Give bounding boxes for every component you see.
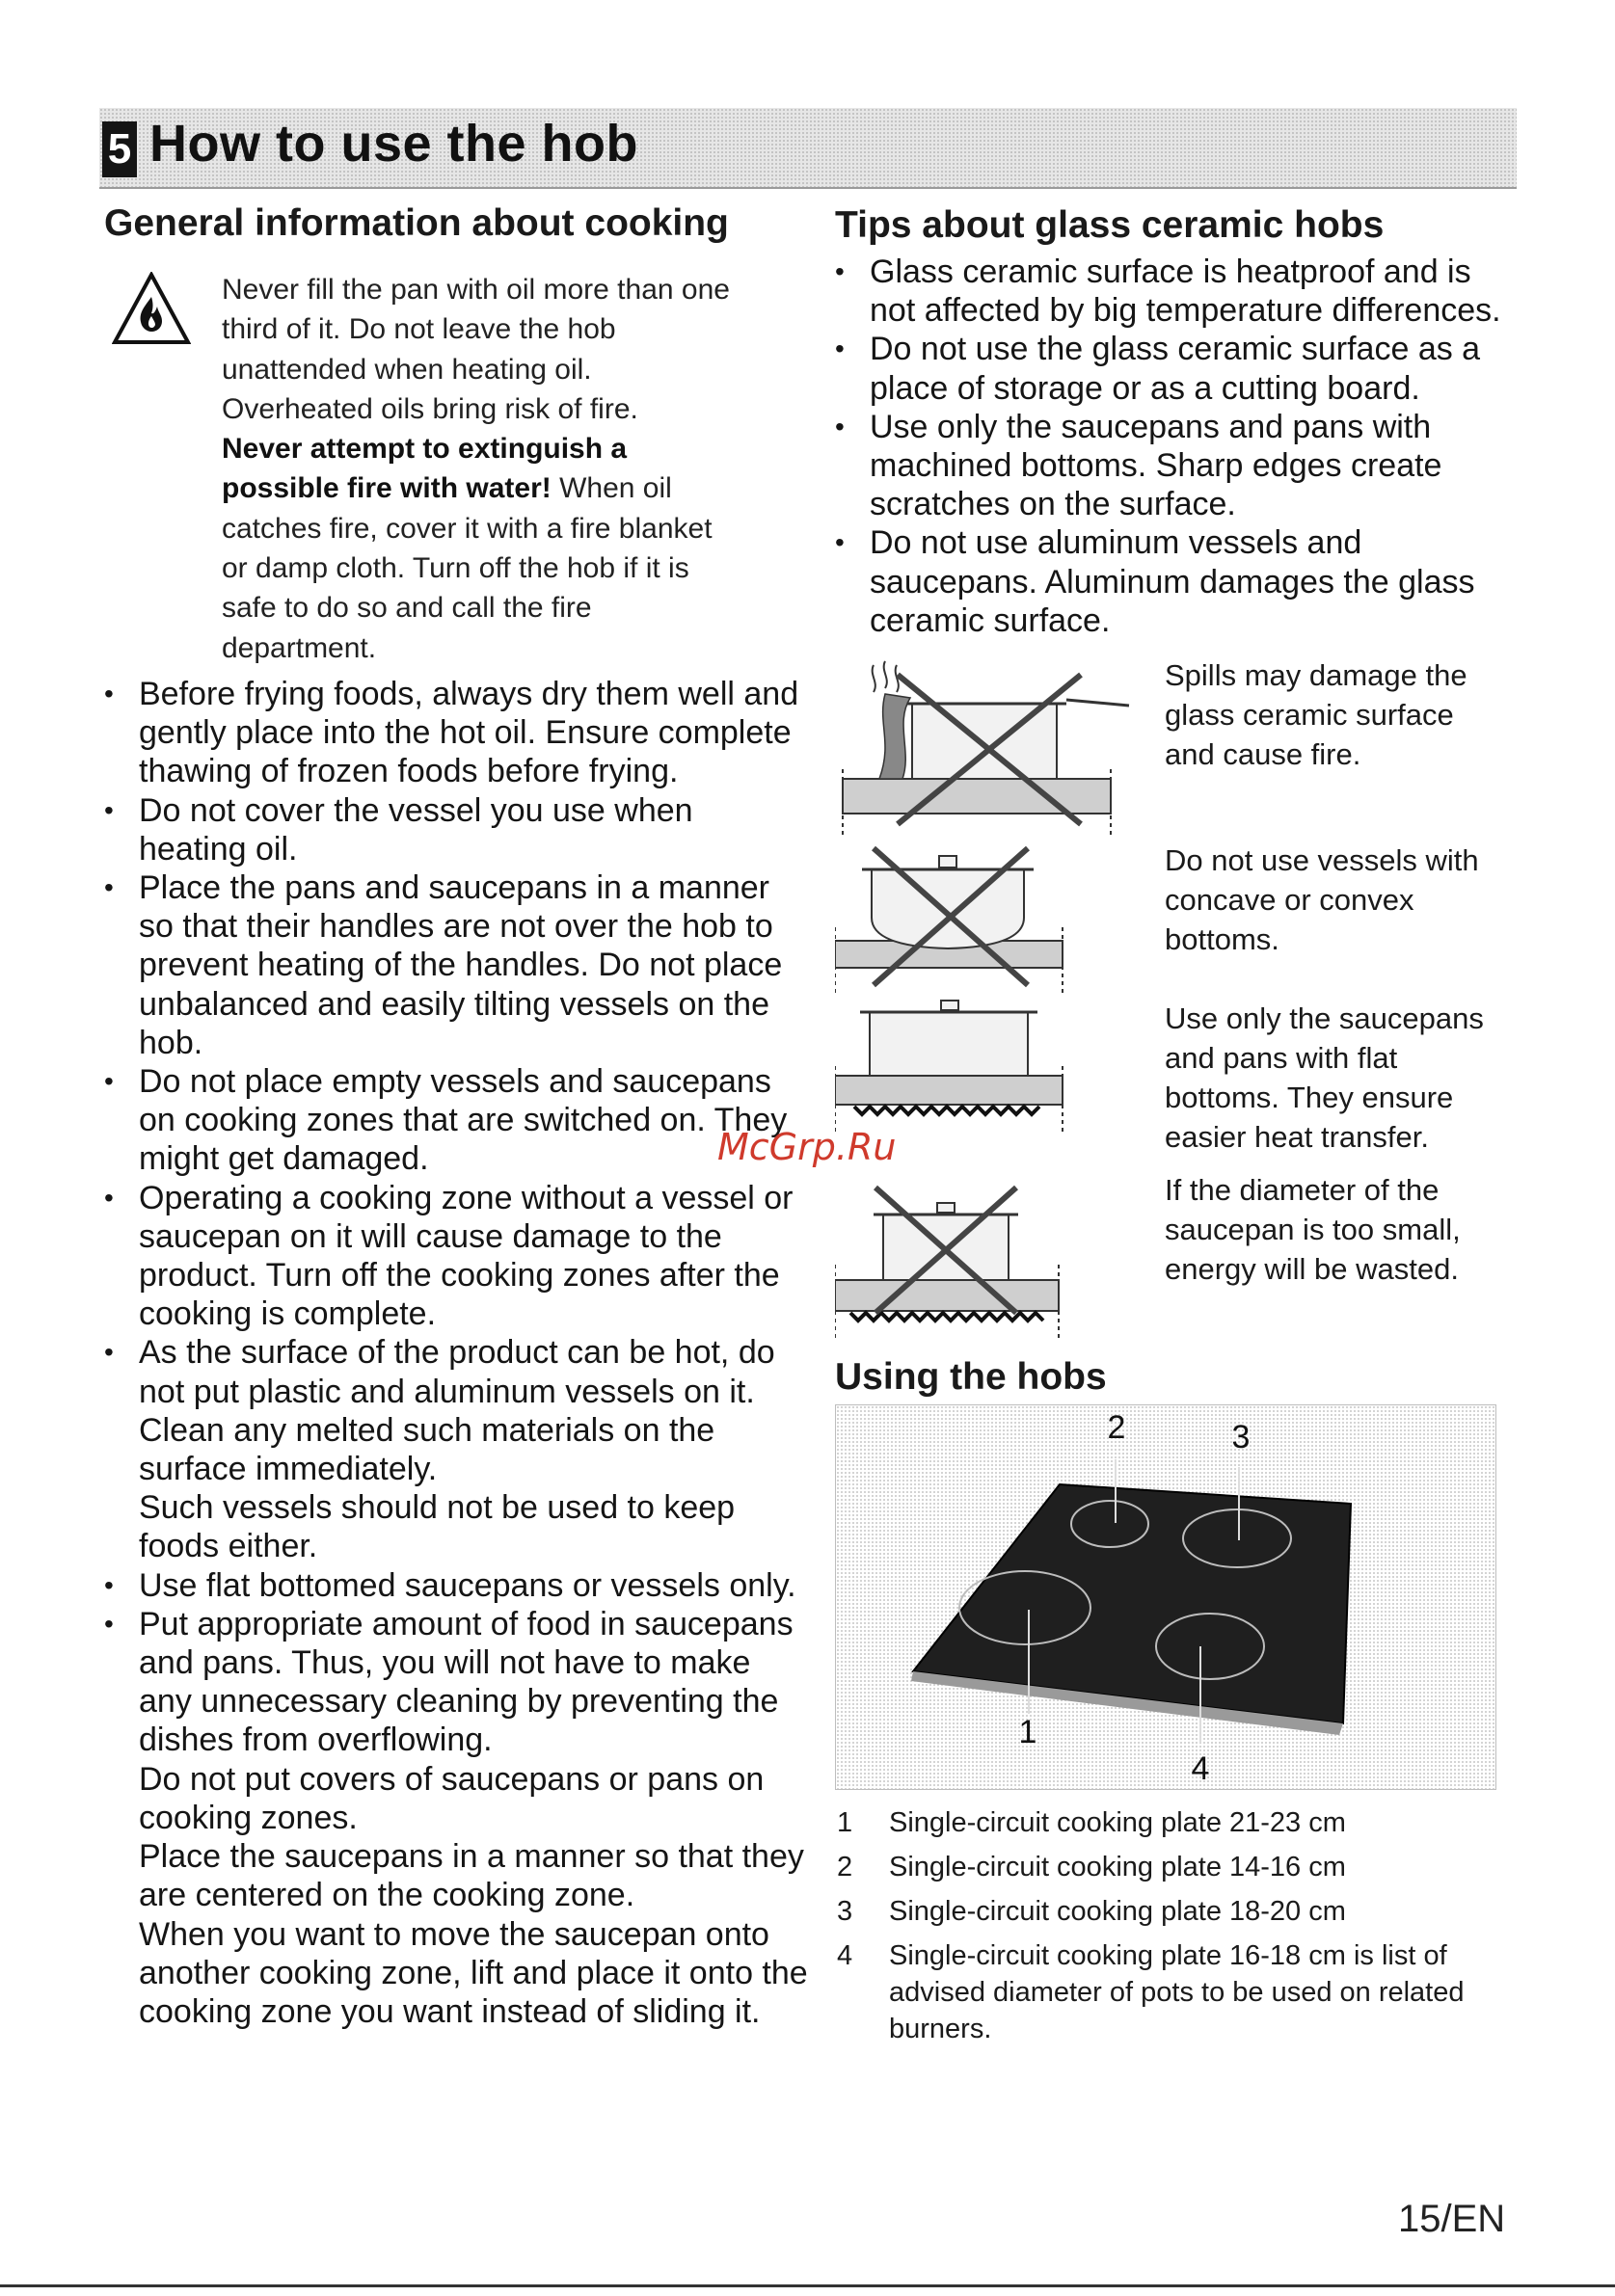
legend-row	[835, 1893, 1510, 1930]
list-item	[835, 523, 1520, 640]
list-item-text: Do not use aluminum vessels and saucepans. Aluminum damages the glass ceramic surface.	[870, 524, 1475, 639]
fire-warning-text	[222, 270, 742, 668]
list-item-extra: When you want to move the saucepan onto another cooking zone, lift and place it onto the cooking zone you want instead of sliding it.	[139, 1915, 808, 2030]
list-item-text: Operating a cooking zone without a vessel or saucepan on it will cause damage to the product. Turn off the cooking zones after the cooking is complete.	[139, 1179, 794, 1333]
figure-concave	[835, 841, 1510, 995]
list-item	[104, 1179, 808, 1334]
hob-legend	[835, 1804, 1510, 2055]
list-item-text: Use flat bottomed saucepans or vessels only.	[139, 1566, 796, 1604]
legend-number: 1	[837, 1807, 853, 1838]
hob-illustration	[836, 1405, 1495, 1789]
legend-text: Single-circuit cooking plate 16-18 cm is list of advised diameter of pots to be used on related burners.	[889, 1940, 1465, 2044]
general-info-list	[104, 675, 808, 2031]
list-item	[104, 1062, 808, 1179]
using-hobs-title: Using the hobs	[835, 1356, 1107, 1398]
list-item-extra: Such vessels should not be used to keep foods either.	[139, 1489, 736, 1565]
warning-bold: Never attempt to extinguish a possible fire with water!	[222, 433, 628, 505]
figure-spills-caption: Spills may damage the glass ceramic surface and cause fire.	[1165, 658, 1467, 771]
right-column	[835, 204, 1510, 2044]
legend-text: Single-circuit cooking plate 14-16 cm	[889, 1852, 1346, 1882]
list-item-text: Use only the saucepans and pans with machined bottoms. Sharp edges create scratches on the surface.	[870, 408, 1442, 523]
chapter-number: 5	[102, 121, 137, 177]
list-item	[835, 253, 1520, 330]
figure-concave-caption: Do not use vessels with concave or convex bottoms.	[1165, 843, 1479, 956]
fire-warning-icon	[112, 272, 191, 345]
figure-flat	[835, 999, 1510, 1153]
warning-text-2: When oil catches fire, cover it with a fire blanket or damp cloth. Turn off the hob if it is safe to do so and call the fire department.	[222, 472, 713, 664]
legend-row	[835, 1937, 1510, 2047]
legend-text: Single-circuit cooking plate 21-23 cm	[889, 1807, 1346, 1838]
warning-text-1: Never fill the pan with oil more than one third of it. Do not leave the hob unattended when heating oil. Overheated oils bring risk of fire.	[222, 274, 730, 425]
general-info-title: General information about cooking	[104, 202, 729, 244]
list-item	[835, 408, 1520, 524]
figure-small-pot	[835, 1168, 1510, 1351]
legend-row	[835, 1804, 1510, 1841]
page-number: 15/EN	[1398, 2198, 1506, 2240]
concave-pot-illustration	[835, 841, 1144, 995]
list-item	[104, 1605, 808, 2031]
list-item-text: • As the surface of the product can be hot, do not put plastic and aluminum vessels on it. Clean any melted such materials on the surface immediately.	[139, 1334, 775, 1488]
zone-label-2: 2	[1107, 1409, 1126, 1446]
list-item-text: • Put appropriate amount of food in saucepans and pans. Thus, you will not have to make any unnecessary cleaning by preventing the dishes from overflowing.	[139, 1605, 794, 1759]
list-item	[104, 1566, 808, 1605]
spill-pot-illustration	[835, 655, 1144, 839]
list-item-text: Do not cover the vessel you use when heating oil.	[139, 791, 693, 868]
legend-row	[835, 1849, 1510, 1885]
list-item-text: Place the pans and saucepans in a manner so that their handles are not over the hob to prevent heating of the handles. Do not place unbalanced and easily tilting vessels on the hob.	[139, 869, 783, 1061]
list-item	[104, 675, 808, 791]
list-item	[104, 868, 808, 1062]
chapter-header	[99, 108, 1517, 189]
list-item-text: Do not use the glass ceramic surface as a place of storage or as a cutting board.	[870, 331, 1481, 407]
figure-spills	[835, 655, 1510, 839]
list-item	[104, 791, 808, 868]
figure-flat-caption: Use only the saucepans and pans with flat bottoms. They ensure easier heat transfer.	[1165, 1001, 1484, 1154]
list-item	[835, 330, 1520, 407]
bottom-divider	[0, 2284, 1615, 2287]
glass-ceramic-tips-list	[835, 253, 1520, 640]
list-item-text: Do not place empty vessels and saucepans on cooking zones that are switched on. They might get damaged.	[139, 1063, 788, 1178]
zone-label-1: 1	[1018, 1714, 1037, 1750]
legend-number: 4	[837, 1940, 853, 1971]
legend-number: 3	[837, 1896, 853, 1927]
small-pot-illustration	[835, 1168, 1144, 1351]
zone-label-3: 3	[1231, 1419, 1251, 1455]
figure-small-pot-caption: If the diameter of the saucepan is too small, energy will be wasted.	[1165, 1173, 1461, 1286]
list-item-text: Glass ceramic surface is heatproof and is not affected by big temperature differences.	[870, 254, 1501, 330]
watermark: McGrp.Ru	[717, 1126, 897, 1168]
legend-number: 2	[837, 1852, 853, 1882]
hob-diagram	[835, 1404, 1496, 1790]
zone-label-4: 4	[1191, 1750, 1210, 1787]
list-item-extra: Place the saucepans in a manner so that they are centered on the cooking zone.	[139, 1838, 804, 1914]
list-item-extra: Do not put covers of saucepans or pans on cooking zones.	[139, 1760, 765, 1836]
chapter-title: How to use the hob	[149, 115, 638, 173]
list-item-text: Before frying foods, always dry them well and gently place into the hot oil. Ensure complete thawing of frozen foods before frying.	[139, 676, 799, 790]
glass-ceramic-tips-title: Tips about glass ceramic hobs	[835, 204, 1385, 246]
list-item	[104, 1333, 808, 1565]
legend-text: Single-circuit cooking plate 18-20 cm	[889, 1896, 1346, 1927]
